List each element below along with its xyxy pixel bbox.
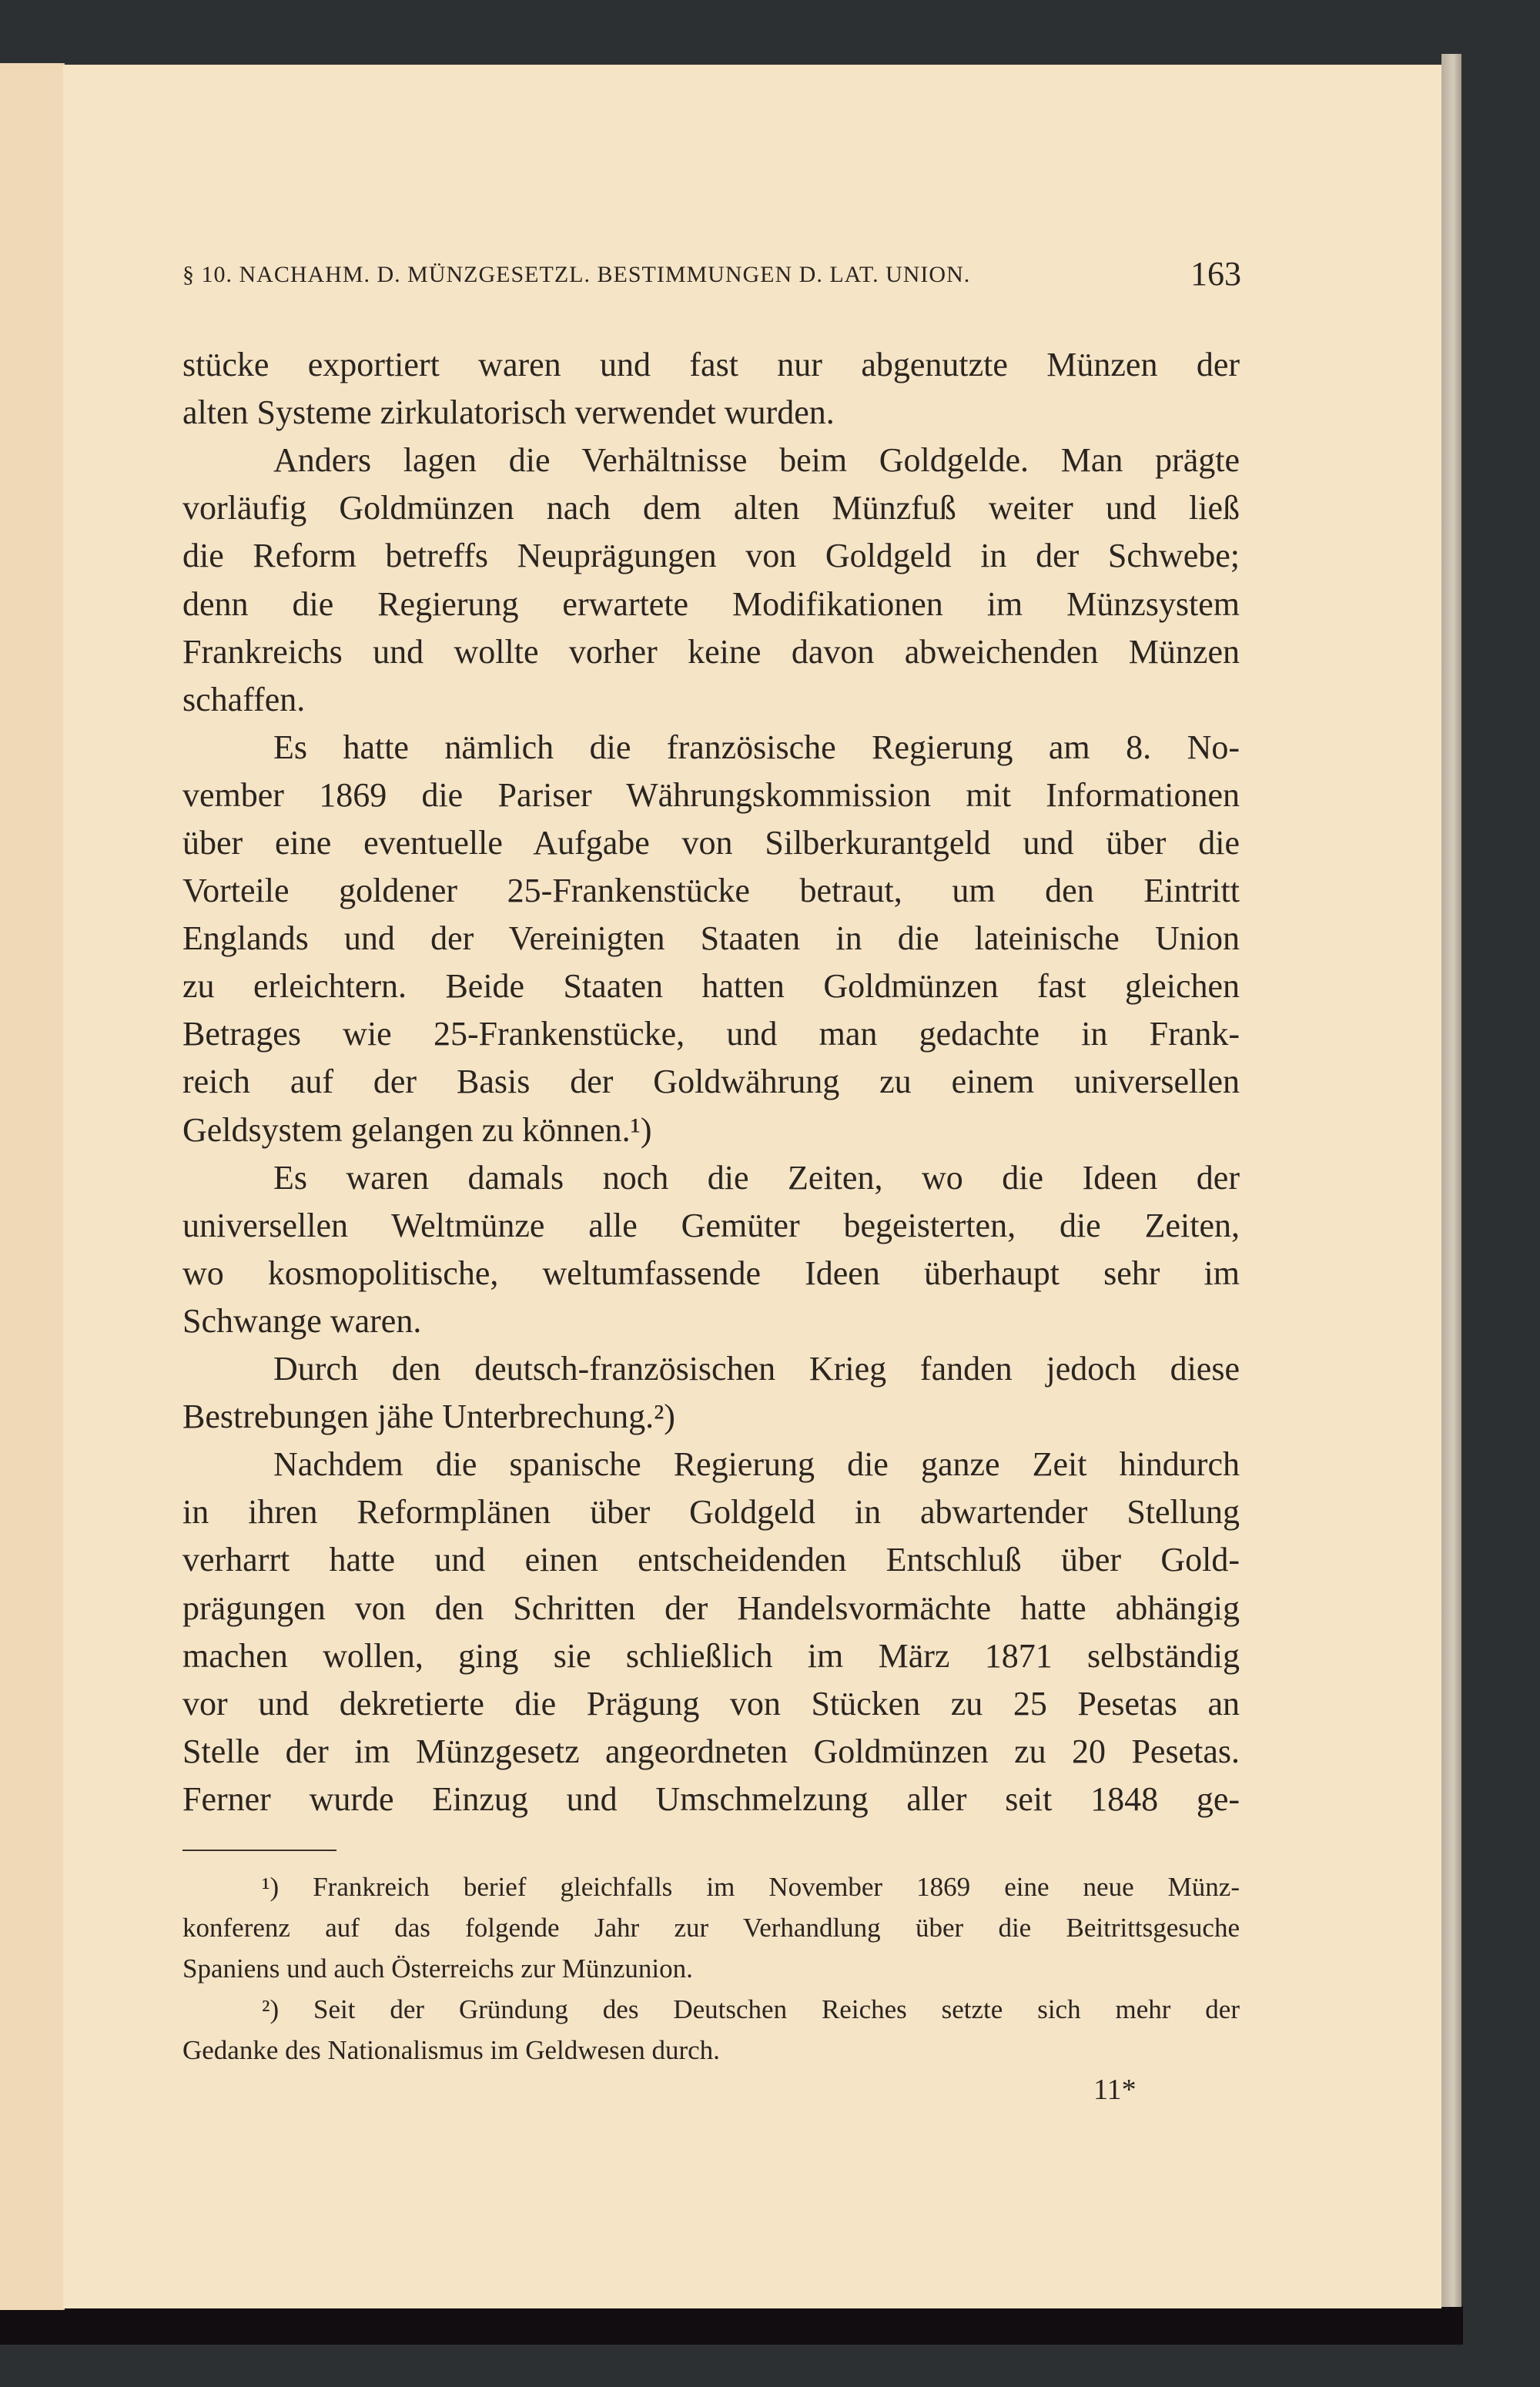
text-line: prägungen von den Schritten der Handelsvormächte hatte abhängig <box>182 1589 1240 1627</box>
text-line: Ferner wurde Einzug und Umschmelzung aller seit 1848 ge- <box>182 1780 1240 1818</box>
text-line: die Reform betreffs Neuprägungen von Goldgeld in der Schwebe; <box>182 537 1240 574</box>
text-line: zu erleichtern. Beide Staaten hatten Goldmünzen fast gleichen <box>182 967 1240 1005</box>
text-line: Nachdem die spanische Regierung die ganze Zeit hindurch <box>273 1445 1240 1483</box>
text-line: universellen Weltmünze alle Gemüter begeisterten, die Zeiten, <box>182 1207 1240 1244</box>
text-line: vember 1869 die Pariser Währungskommission mit Informationen <box>182 776 1240 814</box>
text-line: Schwange waren. <box>182 1302 422 1340</box>
previous-page-edge <box>0 63 65 2310</box>
text-line: schaffen. <box>182 681 306 718</box>
text-line: alten Systeme zirkulatorisch verwendet wurden. <box>182 393 835 431</box>
text-line: denn die Regierung erwartete Modifikationen im Münzsystem <box>182 585 1240 623</box>
footnote-line: ²) Seit der Gründung des Deutschen Reiches setzte sich mehr der <box>262 1994 1240 2024</box>
footnote-line: Gedanke des Nationalismus im Geldwesen durch. <box>182 2035 720 2065</box>
running-head: § 10. NACHAHM. D. MÜNZGESETZL. BESTIMMUNGEN D. LAT. UNION. <box>182 262 971 287</box>
page-shadow <box>0 2306 1463 2345</box>
text-line: vorläufig Goldmünzen nach dem alten Münzfuß weiter und ließ <box>182 489 1240 527</box>
text-line: vor und dekretierte die Prägung von Stücken zu 25 Pesetas an <box>182 1685 1240 1722</box>
text-line: machen wollen, ging sie schließlich im März 1871 selbständig <box>182 1637 1240 1675</box>
text-line: in ihren Reformplänen über Goldgeld in abwartender Stellung <box>182 1493 1240 1531</box>
page-number: 163 <box>1190 255 1241 293</box>
text-line: Es waren damals noch die Zeiten, wo die Ideen der <box>273 1159 1240 1197</box>
text-line: reich auf der Basis der Goldwährung zu einem universellen <box>182 1063 1240 1100</box>
text-line: Frankreichs und wollte vorher keine davon abweichenden Münzen <box>182 633 1240 671</box>
footnote-rule <box>182 1850 336 1851</box>
footnote-line: ¹) Frankreich berief gleichfalls im November 1869 eine neue Münz- <box>262 1872 1240 1902</box>
text-line: Englands und der Vereinigten Staaten in die lateinische Union <box>182 919 1240 957</box>
page-stack-edge <box>1441 54 1461 2307</box>
text-line: Vorteile goldener 25-Frankenstücke betraut, um den Eintritt <box>182 872 1240 909</box>
text-line: über eine eventuelle Aufgabe von Silberkurantgeld und über die <box>182 824 1240 862</box>
text-line: verharrt hatte und einen entscheidenden Entschluß über Gold- <box>182 1541 1240 1578</box>
text-line: Betrages wie 25-Frankenstücke, und man gedachte in Frank- <box>182 1015 1240 1053</box>
text-line: Stelle der im Münzgesetz angeordneten Goldmünzen zu 20 Pesetas. <box>182 1732 1240 1770</box>
text-line: wo kosmopolitische, weltumfassende Ideen überhaupt sehr im <box>182 1254 1240 1292</box>
text-line: Es hatte nämlich die französische Regierung am 8. No- <box>273 728 1240 766</box>
text-line: Durch den deutsch-französischen Krieg fanden jedoch diese <box>273 1350 1240 1388</box>
text-line: Anders lagen die Verhältnisse beim Goldgelde. Man prägte <box>273 441 1240 479</box>
text-line: Bestrebungen jähe Unterbrechung.²) <box>182 1398 675 1435</box>
text-line: stücke exportiert waren und fast nur abgenutzte Münzen der <box>182 346 1240 383</box>
signature-mark: 11* <box>1093 2074 1137 2106</box>
footnote-line: Spaniens und auch Österreichs zur Münzunion. <box>182 1953 693 1984</box>
text-line: Geldsystem gelangen zu können.¹) <box>182 1111 652 1149</box>
footnote-line: konferenz auf das folgende Jahr zur Verhandlung über die Beitrittsgesuche <box>182 1913 1240 1943</box>
